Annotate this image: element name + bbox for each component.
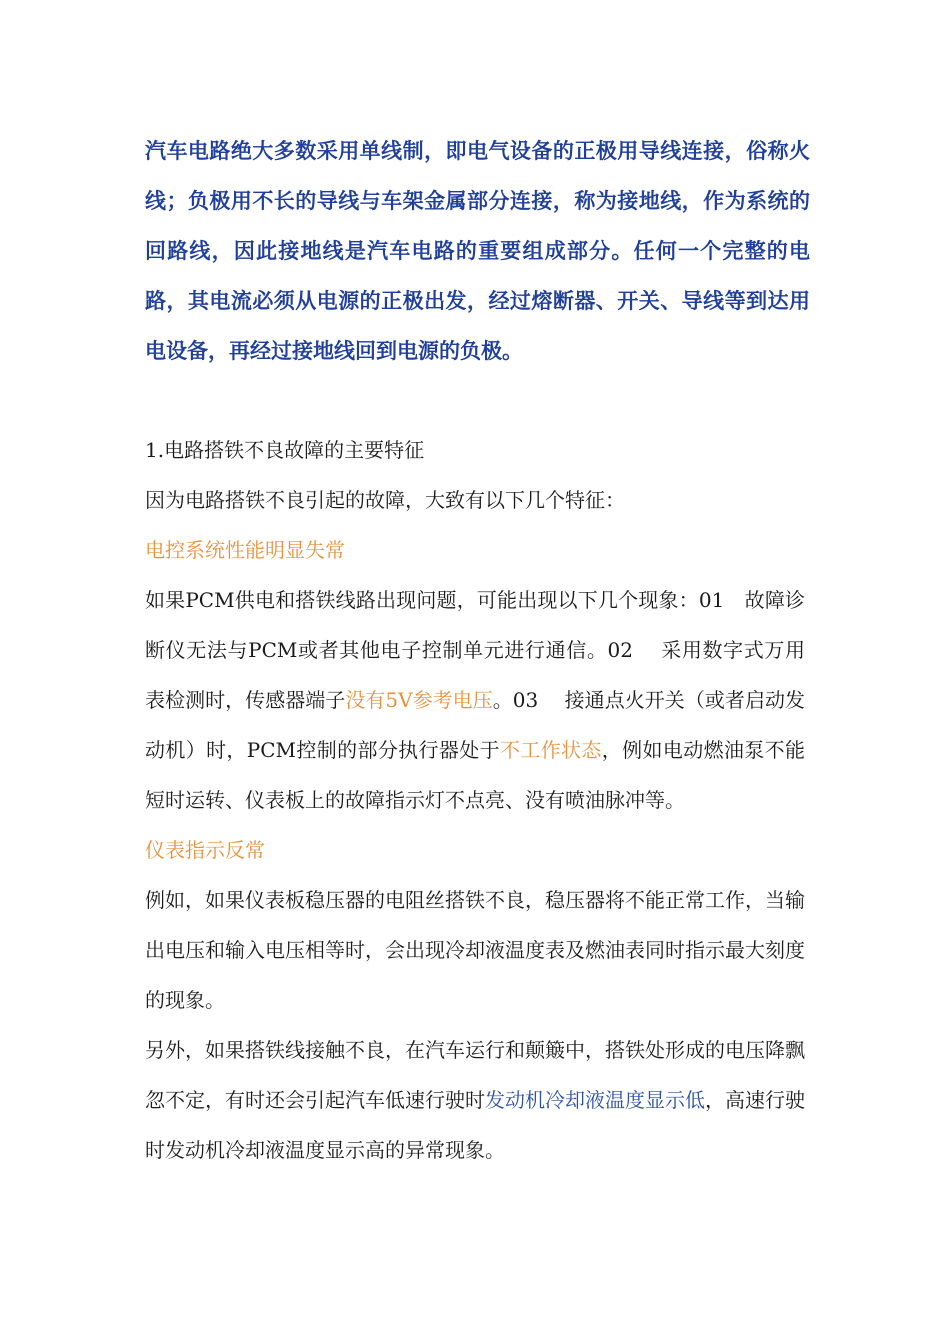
text-segment: ，例如电动燃油泵不能短时运转、仪表板上的故障指示灯不点亮、没有喷油脉冲等。 xyxy=(145,738,806,812)
paragraph-gauge-example: 例如，如果仪表板稳压器的电阻丝搭铁不良，稳压器将不能正常工作，当输出电压和输入电压相等时，会出现冷却液温度表及燃油表同时指示最大刻度的现象。 xyxy=(145,888,805,1012)
text-segment: 如果PCM供电和搭铁线路出现问题，可能出现以下几个现象：01 故障诊断仪无法与PCM或者其他电子控制单元进行通信。02 采用数字式万用表检测时，传感器端子 xyxy=(145,588,805,712)
section-lead: 因为电路搭铁不良引起的故障，大致有以下几个特征： xyxy=(145,488,625,512)
section-title: 1.电路搭铁不良故障的主要特征 xyxy=(145,438,425,462)
subheading-ecu-performance: 电控系统性能明显失常 xyxy=(145,538,345,562)
paragraph-ecu-symptoms xyxy=(145,575,805,825)
text-segment: 另外，如果搭铁线接触不良，在汽车运行和颠簸中，搭铁处形成的电压降飘忽不定，有时还会引起汽车低速行驶时 xyxy=(145,1038,805,1112)
highlight-no-5v-reference: 没有5V参考电压 xyxy=(345,688,493,712)
highlight-not-working: 不工作状态 xyxy=(499,738,602,762)
intro-paragraph: 汽车电路绝大多数采用单线制，即电气设备的正极用导线连接，俗称火线；负极用不长的导线与车架金属部分连接，称为接地线，作为系统的回路线，因此接地线是汽车电路的重要组成部分。任何一个完整的电路，其电流必须从电源的正极出发，经过熔断器、开关、导线等到达用电设备，再经过接地线回到电源的负极。 xyxy=(145,139,810,363)
paragraph-ground-contact xyxy=(145,1025,805,1175)
subheading-gauge-abnormal: 仪表指示反常 xyxy=(145,838,265,862)
text-segment: 。03 接通点火开关（或者启动发动机）时，PCM控制的部分执行器处于 xyxy=(145,688,806,762)
text-segment: ，高速行驶时发动机冷却液温度显示高的异常现象。 xyxy=(145,1088,805,1162)
highlight-coolant-temp-low: 发动机冷却液温度显示低 xyxy=(485,1088,705,1112)
document-body xyxy=(145,425,805,1175)
